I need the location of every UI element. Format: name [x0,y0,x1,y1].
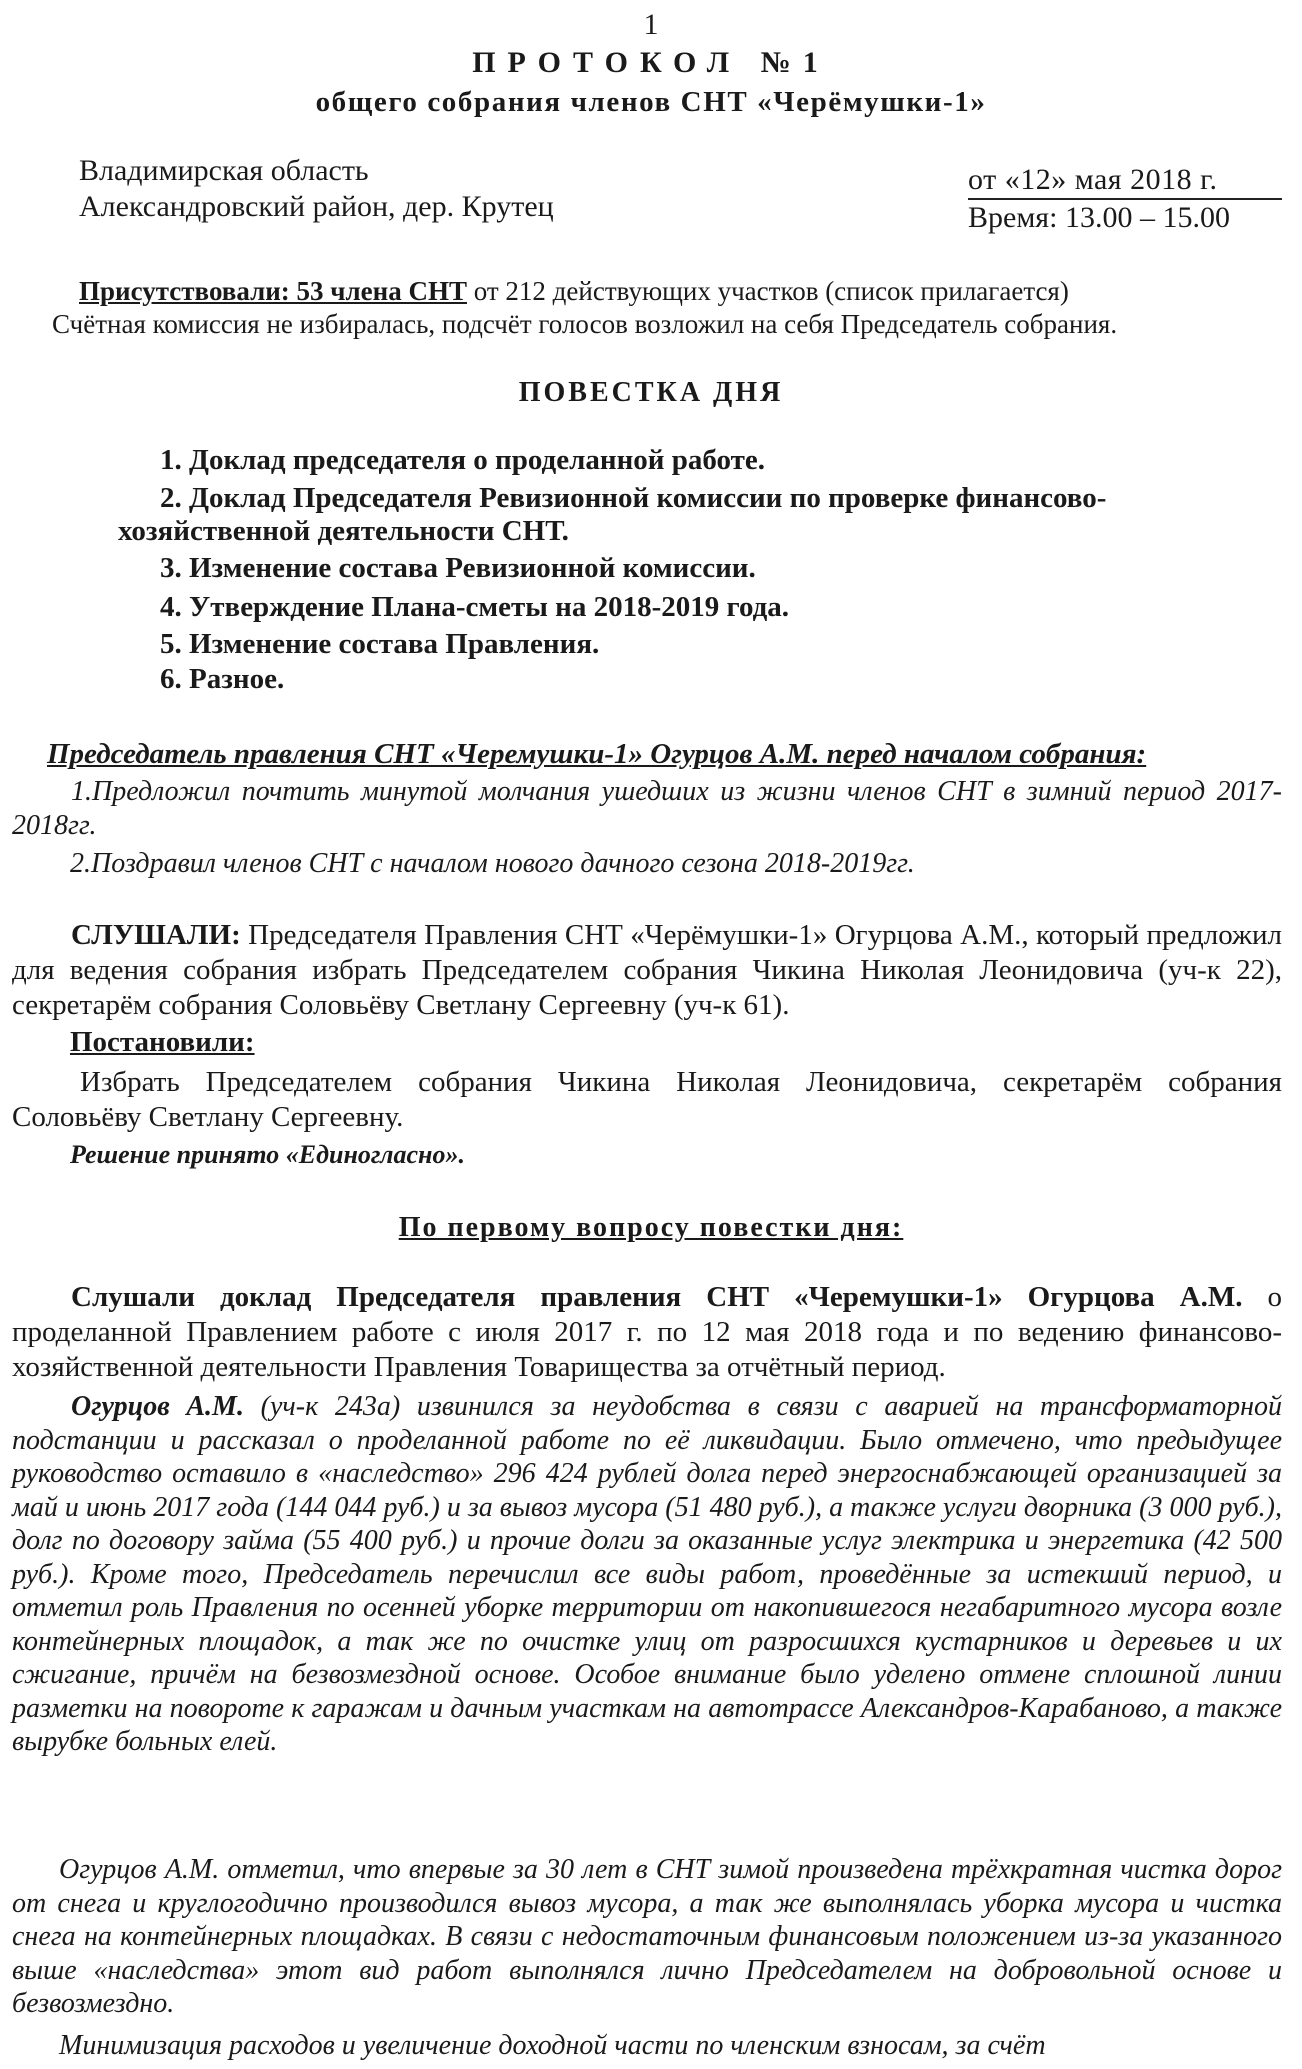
resolved-text: Избрать Председателем собрания Чикина Николая Леонидовича, секретарём собрания Соловьёву Светлану Сергеевну. [12,1066,1282,1133]
resolved-label: Постановили: [70,1026,255,1058]
decision-note: Решение принято «Единогласно». [70,1140,465,1169]
question-1-minimization-paragraph: Минимизация расходов и увеличение доходной части по членским взносам, за счёт [59,2030,1046,2061]
attendance-rest: от 212 действующих участков (список прилагается) [466,276,1069,306]
election-heard-paragraph [12,918,1282,1023]
question-1-report-paragraph [12,1390,1282,1759]
question-1-heard-rest: о проделанной Правлением работе с июля 2017 г. по 12 мая 2018 года и по ведению финансово-хозяйственной деятельности Правления Товарищества за отчётный период. [12,1281,1283,1383]
location-district: Александровский район, дер. Крутец [79,190,554,223]
question-1-heard-paragraph [12,1280,1282,1385]
chairman-opening-heading: Председатель правления СНТ «Черемушки-1» Огурцов А.М. перед началом собрания: [47,738,1147,770]
agenda-item: 5. Изменение состава Правления. [160,628,600,660]
meeting-date: от «12» мая 2018 г. [968,163,1218,196]
meeting-time: Время: 13.00 – 15.00 [968,201,1230,234]
agenda-item: 2. Доклад Председателя Ревизионной комиссии по проверке финансово- [160,482,1107,514]
heard-text: Председателя Правления СНТ «Черёмушки-1» Огурцова А.М., который предложил для ведения собрания избрать Председателем собрания Чикина Николая Леонидовича (уч-к 22), секретарём собрания Соловьёву Светлану Сергеевну (уч-к 61). [12,919,1282,1021]
document-subtitle: общего собрания членов СНТ «Черёмушки-1» [315,86,987,118]
report-text: (уч-к 243а) извинился за неудобства в связи с аварией на трансформаторной подстанции и рассказал о проделанной работе по её ликвидации. Было отмечено, что предыдущее руководство оставило в «наследство» 296 424 рублей долга перед энергоснабжающей организацией за май и июнь 2017 года (144 044 руб.) и за вывоз мусора (51 480 руб.), а также услуги дворника (3 000 руб.), долг по договору займа (55 400 руб.) и прочие долги за оказанные услуг электрика и энергетика (42 500 руб.). Кроме того, Председатель перечислил все виды работ, проведённые за истекший период, и отметил роль Правления по осенней уборке территории от накопившегося негабаритного мусора возле контейнерных площадок, а так же по очистке улиц от разросшихся кустарников и деревьев и их сжигание, причём на безвозмездной основе. Особое внимание было уделено отмене сплошной линии разметки на повороте к гаражам и дачным участкам на автотрассе Александров-Карабаново, а также вырубке больных елей. [12,1391,1282,1757]
chairman-opening-item: 2.Поздравил членов СНТ с началом нового дачного сезона 2018-2019гг. [70,848,915,879]
agenda-item: 1. Доклад председателя о проделанной работе. [160,444,765,476]
agenda-item: 6. Разное. [160,663,285,695]
chairman-opening-item: 1.Предложил почтить минутой молчания ушедших из жизни членов СНТ в зимний период 2017-2018гг. [12,776,1282,841]
attendance-label: Присутствовали: 53 члена СНТ [79,276,467,306]
document-title: ПРОТОКОЛ №1 [472,46,830,79]
agenda-item: 3. Изменение состава Ревизионной комиссии. [160,552,756,584]
agenda-heading: ПОВЕСТКА ДНЯ [518,377,784,408]
agenda-item: 4. Утверждение Плана-сметы на 2018-2019 года. [160,591,790,623]
report-speaker-name: Огурцов А.М. [71,1391,244,1422]
question-1-heard-bold: Слушали доклад Председателя правления СНТ «Черемушки-1» Огурцова А.М. [71,1281,1243,1313]
date-underline [968,198,1282,200]
question-1-remark-paragraph: Огурцов А.М. отметил, что впервые за 30 лет в СНТ зимой произведена трёхкратная чистка дорог от снега и круглогодично производился вывоз мусора, а так же выполнялась уборка мусора и чистка снега на контейнерных площадках. В связи с недостаточным финансовым положением из-за указанного выше «наследства» этот вид работ выполнялся лично Председателем на добровольной основе и безвозмездно. [12,1854,1282,2019]
attendance-line [79,276,1069,307]
location-region: Владимирская область [79,154,369,187]
question-1-heading: По первому вопросу повестки дня: [398,1212,904,1243]
page-number: 1 [643,8,659,41]
heard-label: СЛУШАЛИ: [71,919,241,951]
agenda-item-continuation: хозяйственной деятельности СНТ. [118,515,569,547]
count-commission-note: Счётная комиссия не избиралась, подсчёт голосов возложил на себя Председатель собрания. [52,309,1118,339]
